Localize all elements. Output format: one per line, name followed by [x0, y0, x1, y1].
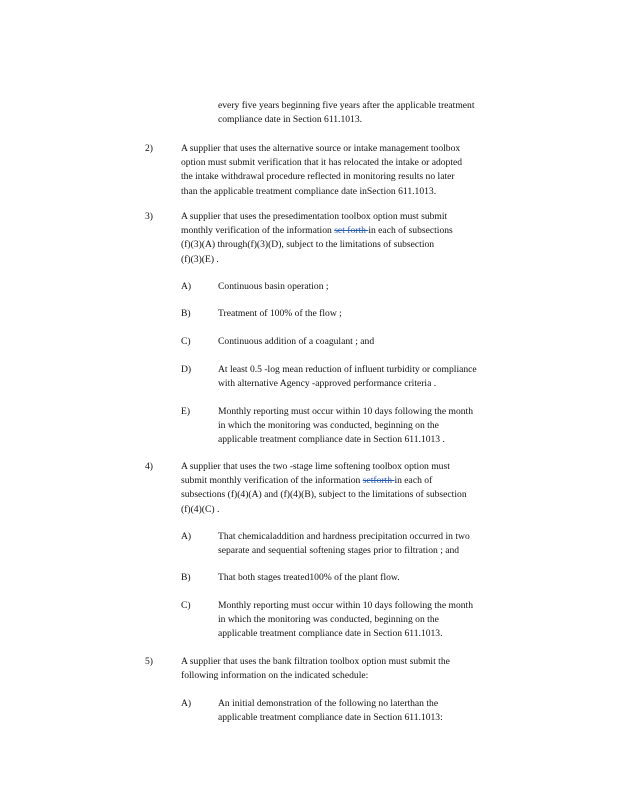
text-line: subsections (f)(4)(A) and (f)(4)(B), subject to the limitations of subsection — [181, 489, 467, 501]
sub-3e-text — [218, 405, 533, 448]
sub-label-4c: C) — [181, 600, 191, 611]
text-line: A supplier that uses the presedimentation toolbox option must submit — [181, 211, 448, 222]
text-line: in which the monitoring was conducted, beginning on the — [218, 614, 439, 626]
sub-4b-text — [218, 571, 531, 585]
deleted-text: set forth — [334, 225, 369, 237]
text-line: (f)(3)(A) through(f)(3)(D), subject to the limitations of subsection — [181, 239, 435, 251]
sub-label-3b: B) — [181, 308, 191, 319]
text-line: than the applicable treatment compliance date inSection 611.1013. — [181, 185, 437, 197]
text-line: option must submit verification that it has relocated the intake or adopted — [181, 157, 463, 169]
text-line: That both stages treated100% of the plant flow. — [218, 572, 400, 583]
text-line: Monthly reporting must occur within 10 days following the month — [218, 600, 474, 611]
deleted-text: setforth — [362, 475, 395, 487]
sub-3c-text — [218, 335, 531, 349]
text-line: the intake withdrawal procedure reflected in monitoring results no later — [181, 171, 455, 183]
text-line: An initial demonstration of the following no laterthan the — [218, 698, 439, 709]
text-line — [181, 474, 532, 488]
text-line: Treatment of 100% of the flow ; — [218, 308, 342, 319]
text-line — [181, 224, 532, 238]
text-line: Monthly reporting must occur within 10 days following the month — [218, 406, 474, 417]
text-line: compliance date in Section 611.1013. — [218, 114, 363, 126]
text-line: in which the monitoring was conducted, beginning on the — [218, 420, 439, 432]
text-segment: monthly verification of the information — [181, 225, 335, 237]
sub-label-3a: A) — [181, 281, 192, 292]
sub-label-5a: A) — [181, 698, 192, 709]
text-line: A supplier that uses the two -stage lime softening toolbox option must — [181, 461, 450, 472]
text-line: following information on the indicated schedule: — [181, 670, 369, 682]
text-line: A supplier that uses the bank filtration toolbox option must submit the — [181, 656, 450, 667]
text-line: (f)(3)(E) . — [181, 253, 219, 265]
sub-label-4b: B) — [181, 572, 191, 583]
sub-3d-text — [218, 363, 531, 391]
sub-label-3c: C) — [181, 336, 191, 347]
text-line: Continuous addition of a coagulant ; and — [218, 336, 375, 347]
text-line: applicable treatment compliance date in Section 611.1013: — [218, 712, 443, 724]
sub-4c-text — [218, 599, 533, 642]
item-label-2: 2) — [145, 143, 153, 154]
text-line: At least 0.5 -log mean reduction of influent turbidity or compliance — [218, 364, 477, 375]
text-segment: in each of — [394, 475, 433, 487]
sub-5a-text — [218, 697, 496, 725]
text-line: applicable treatment compliance date in Section 611.1013 . — [218, 434, 445, 446]
text-line: applicable treatment compliance date in Section 611.1013. — [218, 628, 443, 640]
item-3-paragraph — [181, 210, 532, 267]
sub-3b-text — [218, 307, 531, 321]
text-line: Continuous basin operation ; — [218, 281, 329, 292]
text-line: with alternative Agency -approved performance criteria . — [218, 378, 437, 390]
item-label-3: 3) — [145, 211, 153, 222]
sub-4a-text — [218, 530, 531, 558]
text-line: separate and sequential softening stages prior to filtration ; and — [218, 545, 460, 557]
sub-3a-text — [218, 280, 531, 294]
sub-label-3e: E) — [181, 406, 191, 417]
item-label-4: 4) — [145, 461, 153, 472]
sub-label-4a: A) — [181, 531, 192, 542]
item-4-paragraph — [181, 460, 532, 517]
sub-label-3d: D) — [181, 364, 192, 375]
item-label-5: 5) — [145, 656, 153, 667]
text-line: That chemicaladdition and hardness precipitation occurred in two — [218, 531, 470, 542]
item-2-paragraph — [181, 142, 532, 199]
text-segment: in each of subsections — [368, 225, 453, 237]
text-line: every five years beginning five years after the applicable treatment — [218, 100, 475, 111]
item-5-paragraph — [181, 655, 519, 683]
continuation-paragraph — [218, 99, 531, 127]
text-line: (f)(4)(C) . — [181, 503, 220, 515]
text-line: A supplier that uses the alternative source or intake management toolbox — [181, 143, 461, 154]
text-segment: submit monthly verification of the information — [181, 475, 363, 487]
